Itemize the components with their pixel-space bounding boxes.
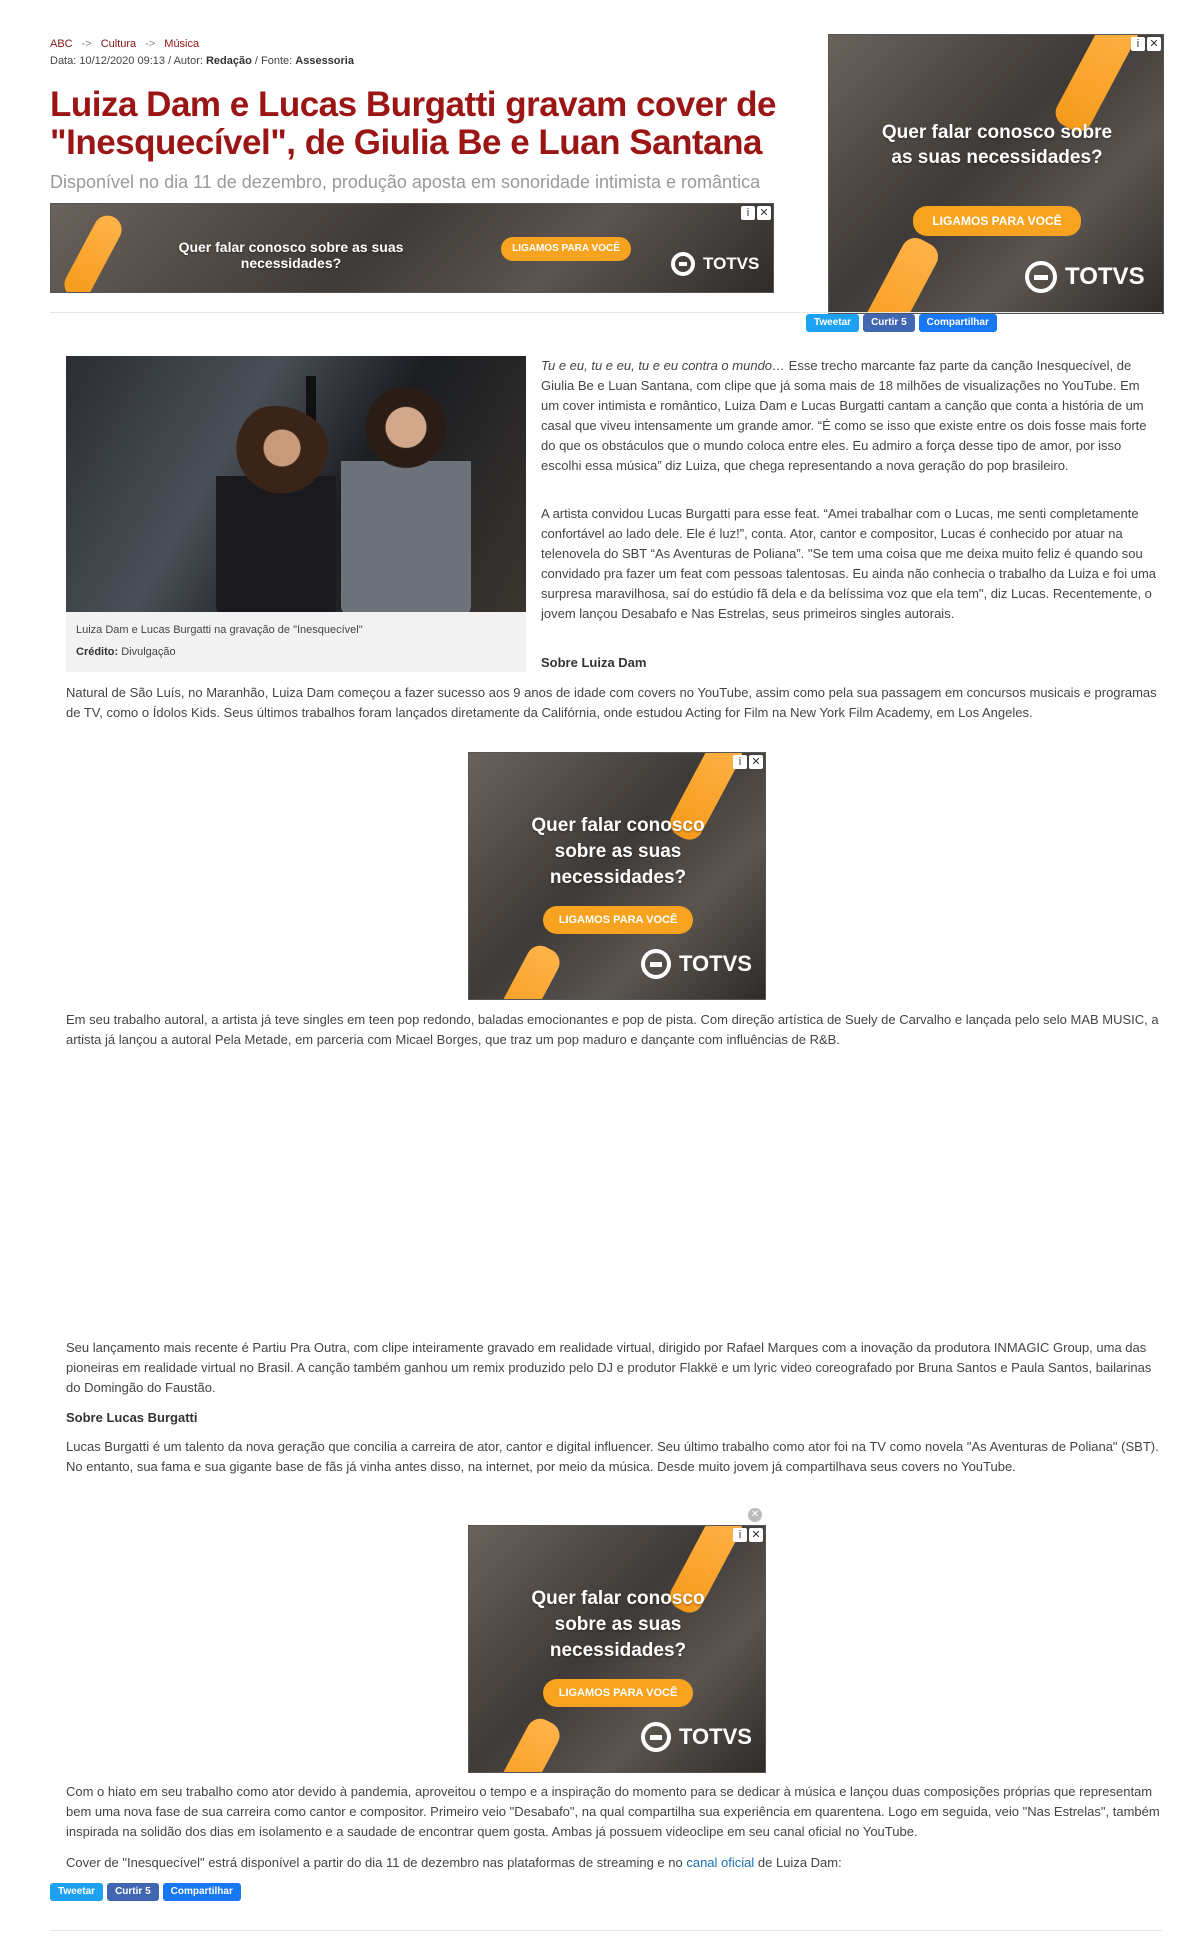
tweet-button[interactable]: Tweetar [806,314,859,332]
author-label: / Autor: [168,55,203,67]
breadcrumb-separator: -> [81,38,92,50]
article-paragraph-1-text: Esse trecho marcante faz parte da canção Inesquecível, de Giulia Be e Luan Santana, com clipe que já soma mais de 18 milhões de visualizações no YouTube. Em um cover intimista e romântico, Luiza Dam e Lucas Burgatti cantam a canção que conta a história de um casal que viveu intensamente um grande amor. “É como se isso que existe entre os dois fosse mais forte do que os obstáculos que o mundo coloca entre eles. Eu admiro a força desse tipo de amor, por isso escolhi essa música” diz Luiza, que chega representando a nova geração do pop brasileiro. [541,358,1147,473]
ad-close-icon[interactable]: ✕ [757,206,771,220]
ad-decoration [853,233,943,314]
ad-close-icon[interactable]: ✕ [1147,37,1161,51]
ad-decoration [60,211,127,293]
tweet-button[interactable]: Tweetar [50,1883,103,1901]
share-button[interactable]: Compartilhar [163,1883,241,1901]
divider [50,312,1162,313]
page-title: Luiza Dam e Lucas Burgatti gravam cover de "Inesquecível", de Giulia Be e Luan Santana [50,85,776,162]
ad-headline: Quer falar conosco sobre as suas necessidades? [178,239,404,271]
source-label: / Fonte: [254,55,293,67]
photo-person-luiza [216,406,336,612]
ad-close-icon[interactable]: ✕ [749,755,763,769]
totvs-logo-icon [1025,261,1057,293]
article-paragraph-1 [541,356,1161,476]
ad-dismiss-icon[interactable]: ✕ [748,1508,762,1522]
article-paragraph-8 [66,1853,1166,1873]
ad-controls [733,1528,763,1542]
ad-decoration [488,941,565,1000]
ad-cta-button[interactable]: LIGAMOS PARA VOCÊ [543,1679,693,1707]
section-heading-lucas: Sobre Lucas Burgatti [66,1410,198,1425]
ad-headline: Quer falar conosco sobre as suas necessidades? [531,1588,705,1661]
article-quote: Tu e eu, tu e eu, tu e eu contra o mundo… [541,358,786,373]
ad-close-icon[interactable]: ✕ [749,1528,763,1542]
ad-cta-button[interactable]: LIGAMOS PARA VOCÊ [501,237,631,261]
article-meta [50,55,354,67]
breadcrumb-cultura[interactable]: Cultura [100,38,137,50]
ad-controls [733,755,763,769]
ad-brand [1025,261,1145,293]
photo-credit [76,646,176,658]
share-bar-top [806,314,997,332]
article-paragraph-4: Em seu trabalho autoral, a artista já teve singles em teen pop redondo, baladas emocionantes e pop de pista. Com direção artística de Suely de Carvalho e lançada pelo selo MAB MUSIC, a artista já lançou a autoral Pela Metade, em parceria com Micael Borges, que traz um pop maduro e dançante com influências de R&B. [66,1012,1159,1047]
ad-sidebar[interactable] [828,34,1164,314]
photo-credit-value: Divulgação [121,646,176,658]
ad-brand [641,1722,752,1752]
photo-person-lucas [341,386,471,612]
ad-banner-leaderboard[interactable] [50,203,774,293]
breadcrumb-musica[interactable]: Música [164,38,200,50]
ad-headline: Quer falar conosco sobre as suas necessidades? [881,122,1113,168]
divider [50,1930,1162,1931]
ad-brand [671,252,759,276]
official-channel-link[interactable]: canal oficial [686,1855,755,1870]
like-button[interactable]: Curtir 5 [863,314,915,332]
ad-headline: Quer falar conosco sobre as suas necessidades? [531,815,705,888]
ad-brand [641,949,752,979]
ad-info-icon[interactable]: i [733,1528,747,1542]
ad-info-icon[interactable]: i [733,755,747,769]
photo-caption-box [66,612,526,672]
ad-cta-button[interactable]: LIGAMOS PARA VOCÊ [913,206,1081,236]
article-paragraph-2: A artista convidou Lucas Burgatti para esse feat. “Amei trabalhar com o Lucas, me senti completamente confortável ao lado dele. Ele é luz!”, conta. Ator, cantor e compositor, Lucas é conhecido por atuar na telenovela do SBT “As Aventuras de Poliana”. "Se tem uma coisa que me deixa muito feliz é quando sou convidado pra fazer um feat com pessoas talentosas. Eu ainda não conhecia o trabalho da Luiza e foi uma surpresa maravilhosa, saí do estúdio fã dela e da belíssima voz que ela tem", diz Lucas. Recentemente, o jovem lançou Desabafo e Nas Estrelas, seus primeiros singles autorais. [541,506,1156,621]
ad-decoration [488,1714,565,1773]
totvs-logo-icon [671,252,695,276]
ad-brand-name: TOTVS [703,254,760,273]
ad-inline-1[interactable] [468,752,766,1000]
article-author: Redação [205,55,252,67]
page-subtitle: Disponível no dia 11 de dezembro, produção aposta em sonoridade intimista e romântica [50,172,761,192]
share-button[interactable]: Compartilhar [919,314,997,332]
ad-brand-name: TOTVS [679,1724,752,1749]
photo-caption: Luiza Dam e Lucas Burgatti na gravação de "Inesquecível" [76,624,363,636]
like-button[interactable]: Curtir 5 [107,1883,159,1901]
photo-credit-label: Crédito: [76,646,119,658]
article-paragraph-6: Lucas Burgatti é um talento da nova geração que concilia a carreira de ator, cantor e digital influencer. Seu último trabalho como ator foi na TV como novela "As Aventuras de Poliana" (SBT). No entanto, sua fama e sua gigante base de fãs já vinha antes disso, na internet, por meio da música. Desde muito jovem já compartilhava seus covers no YouTube. [66,1439,1159,1474]
ad-controls [1131,37,1161,51]
ad-info-icon[interactable]: i [741,206,755,220]
article-date: 10/12/2020 09:13 [79,55,165,67]
ad-brand-name: TOTVS [1065,263,1145,290]
ad-brand-name: TOTVS [679,951,752,976]
date-label: Data: [50,55,77,67]
ad-info-icon[interactable]: i [1131,37,1145,51]
article-paragraph-5: Seu lançamento mais recente é Partiu Pra Outra, com clipe inteiramente gravado em realidade virtual, dirigido por Rafael Marques com a inovação da produtora INMAGIC Group, uma das pioneiras em realidade virtual no Brasil. A canção também ganhou um remix produzido pelo DJ e produtor Flakkë e um lyric video coreografado por Bruna Santos e Paula Santos, bailarinas do Domingão do Faustão. [66,1340,1152,1395]
article-paragraph-8-text: Cover de "Inesquecível" estrá disponível a partir do dia 11 de dezembro nas plataformas de streaming e no [66,1855,687,1870]
ad-controls [741,206,771,220]
ad-inline-2[interactable] [468,1525,766,1773]
breadcrumb-separator: -> [145,38,156,50]
section-heading-luiza: Sobre Luiza Dam [541,655,647,670]
article-source: Assessoria [295,55,354,67]
breadcrumb-abc[interactable]: ABC [50,38,73,50]
breadcrumb [50,38,199,50]
article-photo [66,356,526,612]
article-paragraph-7: Com o hiato em seu trabalho como ator devido à pandemia, aproveitou o tempo e a inspiração do momento para se dedicar à música e lançou duas composições próprias que representam bem uma nova fase de sua carreira como cantor e compositor. Primeiro veio "Desabafo", na qual compartilha sua experiência em quarentena. Logo em seguida, veio "Nas Estrelas", também inspirada na solidão dos dias em isolamento e a saudade de encontrar quem gosta. Ambas já possuem videoclipe em seu canal oficial no YouTube. [66,1784,1160,1839]
share-bar-bottom [50,1883,241,1901]
totvs-logo-icon [641,1722,671,1752]
ad-cta-button[interactable]: LIGAMOS PARA VOCÊ [543,906,693,934]
article-paragraph-3: Natural de São Luís, no Maranhão, Luiza Dam começou a fazer sucesso aos 9 anos de idade com covers no YouTube, assim como pela sua passagem em concursos musicais e programas de TV, como o Ídolos Kids. Seus últimos trabalhos foram lançados diretamente da Califórnia, onde estudou Acting for Film na New York Film Academy, em Los Angeles. [66,685,1157,720]
totvs-logo-icon [641,949,671,979]
article-paragraph-8-end: de Luiza Dam: [754,1855,842,1870]
